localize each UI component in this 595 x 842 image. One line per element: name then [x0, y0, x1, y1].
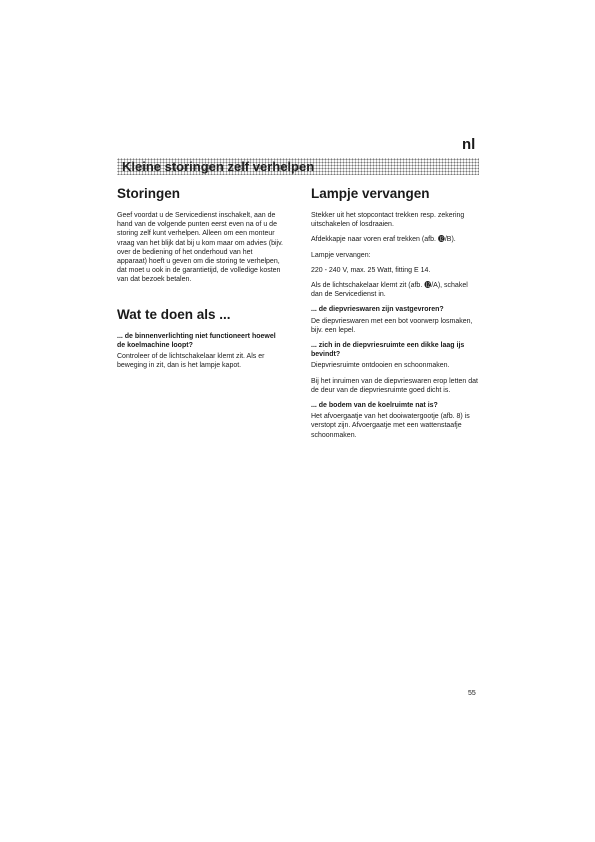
answer-frozen: De diepvrieswaren met een bot voorwerp losmaken, bijv. een lepel. — [311, 317, 473, 334]
lamp-step-1: Stekker uit het stopcontact trekken resp. zekering uitschakelen of losdraaien. — [311, 212, 465, 229]
left-column — [117, 186, 284, 376]
question-frozen: ... de diepvrieswaren zijn vastgevroren? — [311, 306, 444, 314]
lamp-spec: 220 - 240 V, max. 25 Watt, fitting E 14. — [311, 266, 431, 274]
storingen-intro: Geef voordat u de Servicedienst inschakelt, aan de hand van de volgende punten eerst even na of u de storing zelf kunt verhelpen. Alleen om een monteur vraag van het blijk dat bij u kom maar om advies (bijv. over de bediening of het onderhoud van het apparaat) hoeft u geven om die storing te verhelpen, dat moet u ook in de garantietijd, de volledige kosten van dat bezoek betalen. — [117, 212, 283, 284]
section-banner — [117, 158, 479, 175]
question-lighting: ... de binnenverlichting niet functioneert hoewel de koelmachine loopt? — [117, 332, 276, 349]
lamp-step-2: Afdekkapje naar voren eraf trekken (afb. ⓬/B). — [311, 236, 456, 244]
lamp-step-3: Lampje vervangen: — [311, 251, 371, 259]
lamp-step-4: Als de lichtschakelaar klemt zit (afb. ⓬/A), schakel dan de Servicedienst in. — [311, 282, 468, 299]
answer-ice-layer-2: Bij het inruimen van de diepvrieswaren erop letten dat de deur van de diepvriesruimte goed dicht is. — [311, 377, 478, 394]
language-label: nl — [462, 136, 476, 153]
page-number: 55 — [468, 690, 476, 697]
wat-te-doen-heading: Wat te doen als ... — [117, 306, 231, 322]
banner-title: Kleine storingen zelf verhelpen — [122, 159, 315, 174]
right-column — [311, 186, 478, 446]
answer-wet-floor: Het afvoergaatje van het dooiwatergootje (afb. 8) is verstopt zijn. Afvoergaatje met een wattenstaafje schoonmaken. — [311, 413, 470, 439]
answer-lighting: Controleer of de lichtschakelaar klemt zit. Als er beweging in zit, dan is het lampje kapot. — [117, 353, 265, 370]
question-ice-layer: ... zich in de diepvriesruimte een dikke laag ijs bevindt? — [311, 342, 465, 359]
storingen-heading: Storingen — [117, 186, 180, 201]
question-wet-floor: ... de bodem van de koelruimte nat is? — [311, 402, 438, 410]
lampje-heading: Lampje vervangen — [311, 186, 430, 201]
answer-ice-layer: Diepvriesruimte ontdooien en schoonmaken. — [311, 362, 450, 370]
